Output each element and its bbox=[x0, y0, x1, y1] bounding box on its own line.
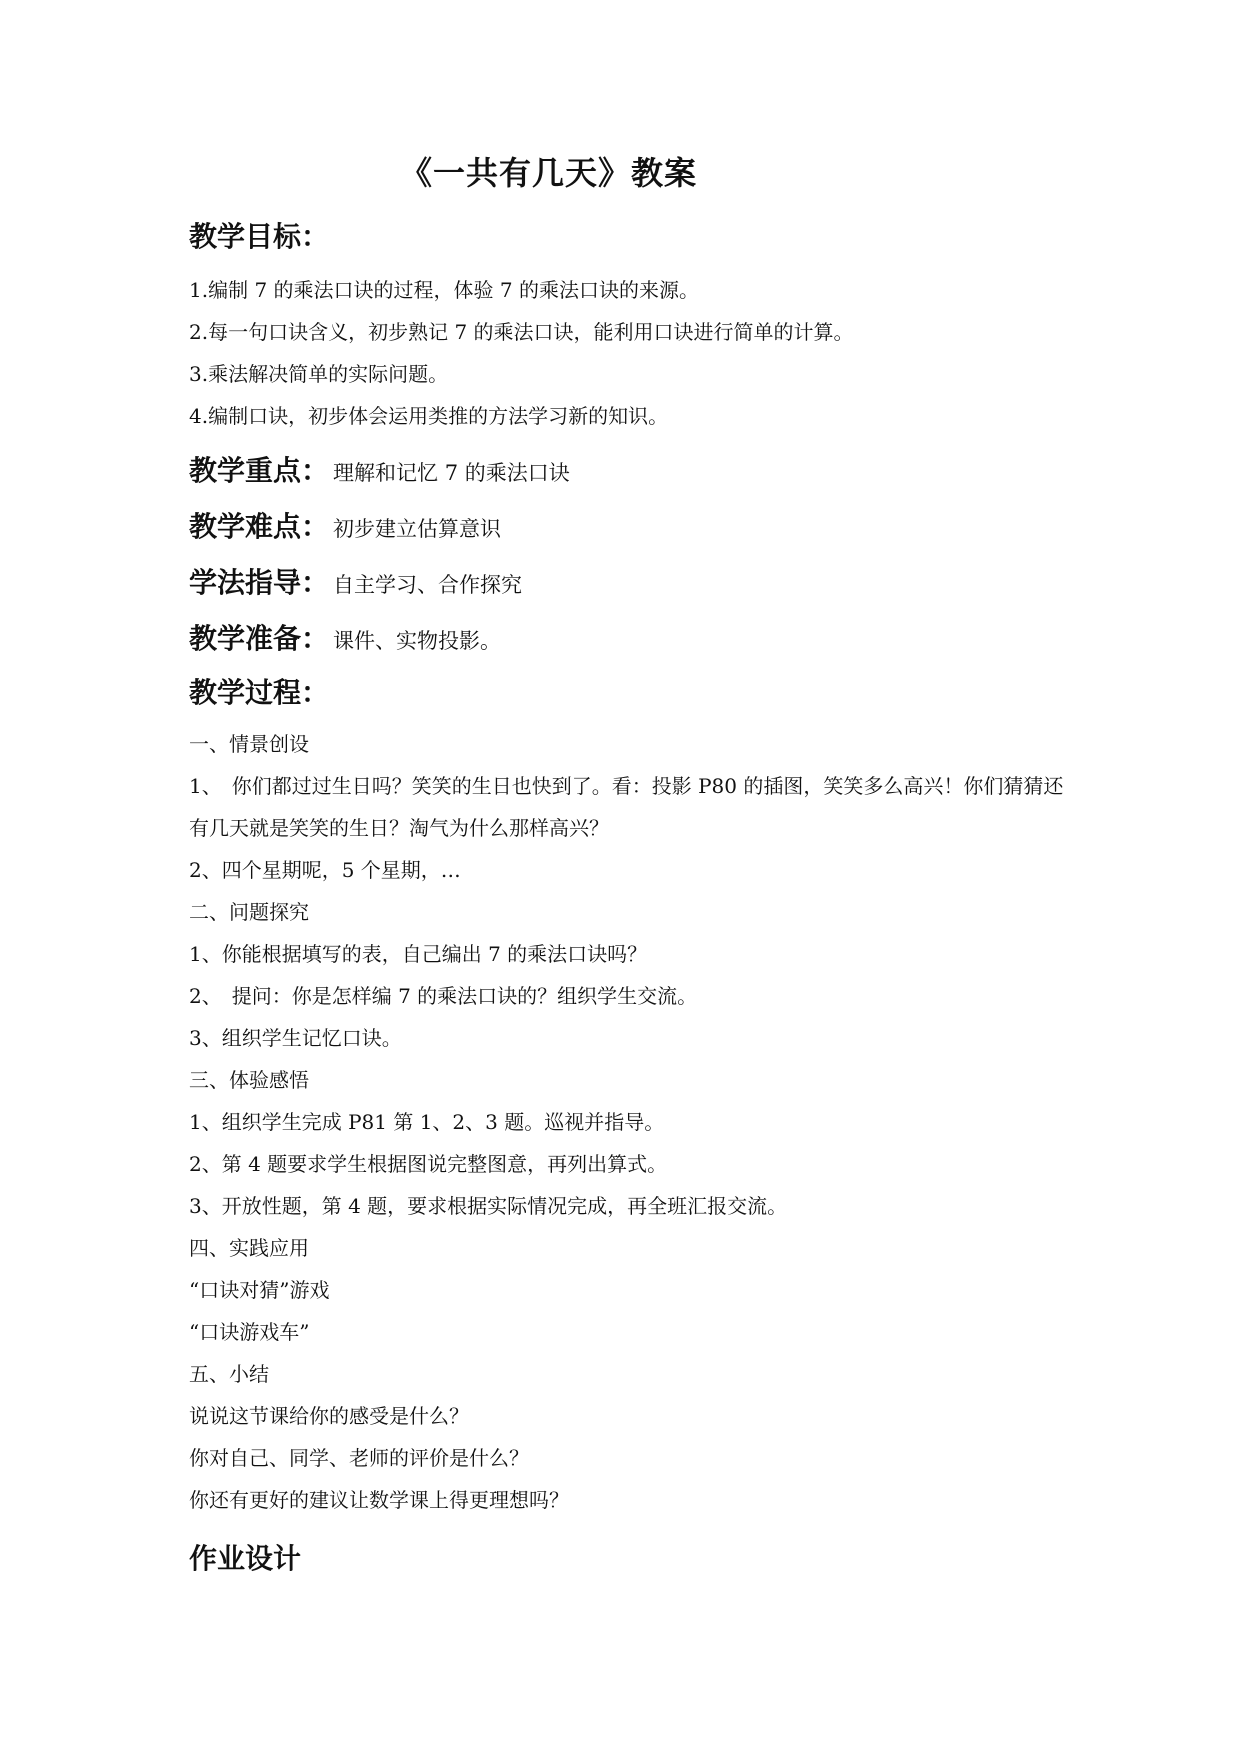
process-line: 四、实践应用 bbox=[189, 1236, 309, 1260]
process-line: 你还有更好的建议让数学课上得更理想吗？ bbox=[189, 1488, 569, 1512]
teaching-process-list bbox=[189, 723, 1069, 1521]
teaching-goals-heading: 教学目标： bbox=[189, 220, 330, 253]
goal-item: 4.编制口诀，初步体会运用类推的方法学习新的知识。 bbox=[189, 404, 669, 428]
process-line: 2、四个星期呢，5 个星期，… bbox=[189, 858, 461, 882]
key-point-value: 理解和记忆 7 的乘法口诀 bbox=[333, 461, 570, 485]
process-line: 二、问题探究 bbox=[189, 900, 309, 924]
teaching-process-heading: 教学过程： bbox=[189, 676, 330, 709]
difficulty-row bbox=[189, 499, 1069, 555]
process-line: 一、情景创设 bbox=[189, 732, 309, 756]
process-line: “口诀游戏车” bbox=[189, 1320, 310, 1344]
process-line: 3、组织学生记忆口诀。 bbox=[189, 1026, 402, 1050]
goal-item: 1.编制 7 的乘法口诀的过程，体验 7 的乘法口诀的来源。 bbox=[189, 278, 699, 302]
process-line: 3、开放性题，第 4 题，要求根据实际情况完成，再全班汇报交流。 bbox=[189, 1194, 788, 1218]
process-line: 1、组织学生完成 P81 第 1、2、3 题。巡视并指导。 bbox=[189, 1110, 665, 1134]
method-label: 学法指导： bbox=[189, 566, 330, 599]
preparation-label: 教学准备： bbox=[189, 622, 330, 655]
method-row bbox=[189, 555, 1069, 611]
teaching-goals-list bbox=[189, 269, 1069, 437]
document-title: 《一共有几天》教案 bbox=[400, 154, 698, 192]
document-body bbox=[189, 213, 1069, 1583]
process-line: 说说这节课给你的感受是什么？ bbox=[189, 1404, 469, 1428]
difficulty-value: 初步建立估算意识 bbox=[333, 517, 502, 541]
goal-item: 3.乘法解决简单的实际问题。 bbox=[189, 362, 449, 386]
key-point-label: 教学重点： bbox=[189, 454, 330, 487]
process-line: 2、第 4 题要求学生根据图说完整图意，再列出算式。 bbox=[189, 1152, 668, 1176]
preparation-row bbox=[189, 611, 1069, 667]
process-line: 1、你能根据填写的表，自己编出 7 的乘法口诀吗？ bbox=[189, 942, 648, 966]
process-line: 1、 你们都过过生日吗？笑笑的生日也快到了。看：投影 P80 的插图，笑笑多么高兴！你们猜猜还有几天就是笑笑的生日？淘气为什么那样高兴？ bbox=[189, 774, 1064, 840]
difficulty-label: 教学难点： bbox=[189, 510, 330, 543]
preparation-value: 课件、实物投影。 bbox=[333, 629, 502, 653]
method-value: 自主学习、合作探究 bbox=[333, 573, 523, 597]
process-line: 三、体验感悟 bbox=[189, 1068, 309, 1092]
process-line: 五、小结 bbox=[189, 1362, 269, 1386]
goal-item: 2.每一句口诀含义，初步熟记 7 的乘法口诀，能利用口诀进行简单的计算。 bbox=[189, 320, 854, 344]
process-line: 你对自己、同学、老师的评价是什么？ bbox=[189, 1446, 529, 1470]
process-line: “口诀对猜”游戏 bbox=[189, 1278, 330, 1302]
homework-heading: 作业设计 bbox=[189, 1542, 302, 1575]
process-line: 2、 提问：你是怎样编 7 的乘法口诀的？组织学生交流。 bbox=[189, 984, 698, 1008]
key-point-row bbox=[189, 443, 1069, 499]
